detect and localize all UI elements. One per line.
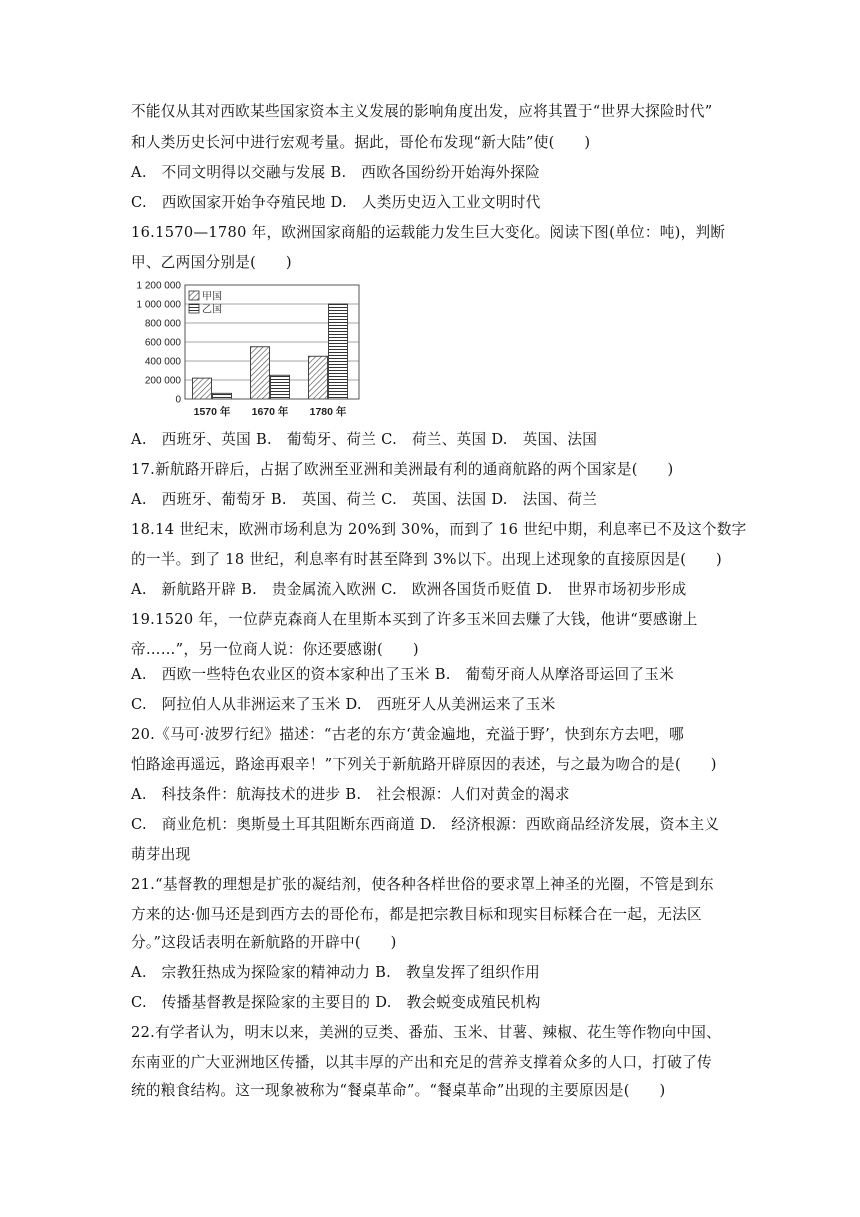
q17-options: A. 西班牙、葡萄牙 B. 英国、荷兰 C. 英国、法国 D. 法国、荷兰 — [131, 491, 598, 508]
q21-stem-line-1: 21.“基督教的理想是扩张的凝结剂，使各种各样世俗的要求罩上神圣的光圈，不管是到东 — [131, 876, 714, 893]
q16-bar-chart — [127, 279, 367, 421]
x-tick-label: 1780 年 — [309, 406, 347, 418]
q20-stem-line-2: 怕路途再遥远，路途再艰辛！”下列关于新航路开辟原因的表述，与之最为吻合的是( ) — [131, 756, 717, 773]
q19-stem-line-1: 19.1520 年，一位萨克森商人在里斯本买到了许多玉米回去赚了大钱，他讲“要感谢上 — [131, 611, 698, 628]
bar-yi-0 — [213, 393, 232, 399]
intro-options-line-2: C. 西欧国家开始争夺殖民地 D. 人类历史迈入工业文明时代 — [131, 194, 541, 211]
q20-stem-line-1: 20.《马可·波罗行纪》描述：“古老的东方‘黄金遍地，充溢于野’，快到东方去吧，哪 — [131, 726, 685, 743]
q18-options: A. 新航路开辟 B. 贵金属流入欧洲 C. 欧洲各国货币贬值 D. 世界市场初步形成 — [131, 581, 687, 598]
bar-yi-1 — [271, 375, 290, 399]
q22-stem-line-3: 统的粮食结构。这一现象被称为“餐桌革命”。“餐桌革命”出现的主要原因是( ) — [131, 1082, 666, 1099]
q21-options-line-2: C. 传播基督教是探险家的主要目的 D. 教会蜕变成殖民机构 — [131, 994, 541, 1011]
bar-jia-0 — [193, 378, 212, 399]
x-tick-label: 1570 年 — [193, 406, 231, 418]
q19-options-line-2: C. 阿拉伯人从非洲运来了玉米 D. 西班牙人从美洲运来了玉米 — [131, 696, 556, 713]
y-tick-label: 1 200 000 — [136, 280, 181, 292]
q22-stem-line-2: 东南亚的广大亚洲地区传播，以其丰厚的产出和充足的营养支撑着众多的人口，打破了传 — [131, 1054, 712, 1071]
bar-yi-2 — [329, 304, 348, 399]
q22-stem-line-1: 22.有学者认为，明末以来，美洲的豆类、番茄、玉米、甘薯、辣椒、花生等作物向中国、 — [131, 1024, 722, 1041]
q16-stem-line-1: 16.1570—1780 年，欧洲国家商船的运载能力发生巨大变化。阅读下图(单位：吨)，判断 — [131, 224, 726, 241]
intro-line-2: 和人类历史长河中进行宏观考量。据此，哥伦布发现“新大陆”使( ) — [131, 134, 591, 151]
bar-jia-1 — [251, 347, 270, 399]
q17-stem: 17.新航路开辟后，占据了欧洲至亚洲和美洲最有利的通商航路的两个国家是( ) — [131, 461, 674, 478]
q21-options-line-1: A. 宗教狂热成为探险家的精神动力 B. 教皇发挥了组织作用 — [131, 964, 541, 981]
q21-stem-line-2: 方来的达·伽马还是到西方去的哥伦布，都是把宗教目标和现实目标糅合在一起，无法区 — [131, 906, 702, 923]
legend-label: 乙国 — [202, 304, 222, 316]
q19-options-line-1: A. 西欧一些特色农业区的资本家种出了玉米 B. 葡萄牙商人从摩洛哥运回了玉米 — [131, 666, 675, 683]
x-tick-label: 1670 年 — [251, 406, 289, 418]
legend-swatch — [189, 291, 199, 300]
intro-line-1: 不能仅从其对西欧某些国家资本主义发展的影响角度出发，应将其置于“世界大探险时代” — [131, 103, 713, 120]
legend-swatch — [189, 304, 199, 313]
q19-stem-line-2: 帝……”，另一位商人说：你还要感谢( ) — [131, 641, 419, 658]
y-tick-label: 200 000 — [144, 375, 181, 387]
y-tick-label: 0 — [175, 394, 181, 406]
q16-stem-line-2: 甲、乙两国分别是( ) — [131, 254, 292, 271]
legend-label: 甲国 — [202, 291, 222, 303]
q21-stem-line-3: 分。”这段话表明在新航路的开辟中( ) — [131, 934, 397, 951]
q18-stem-line-1: 18.14 世纪末，欧洲市场利息为 20%到 30%，而到了 16 世纪中期，利息率已不及这个数字 — [131, 521, 747, 538]
y-tick-label: 600 000 — [144, 337, 181, 349]
q16-options: A. 西班牙、英国 B. 葡萄牙、荷兰 C. 荷兰、英国 D. 英国、法国 — [131, 431, 598, 448]
y-tick-label: 800 000 — [144, 318, 181, 330]
q20-options-line-3: 萌芽出现 — [131, 846, 191, 863]
q20-options-line-1: A. 科技条件：航海技术的进步 B. 社会根源：人们对黄金的渴求 — [131, 786, 570, 803]
bar-jia-2 — [309, 356, 328, 399]
q20-options-line-2: C. 商业危机：奥斯曼土耳其阻断东西商道 D. 经济根源：西欧商品经济发展，资本主义 — [131, 816, 720, 833]
q18-stem-line-2: 的一半。到了 18 世纪，利息率有时甚至降到 3%以下。出现上述现象的直接原因是( ) — [131, 551, 723, 568]
intro-options-line-1: A. 不同文明得以交融与发展 B. 西欧各国纷纷开始海外探险 — [131, 164, 541, 181]
y-tick-label: 400 000 — [144, 356, 181, 368]
y-tick-label: 1 000 000 — [136, 299, 181, 311]
